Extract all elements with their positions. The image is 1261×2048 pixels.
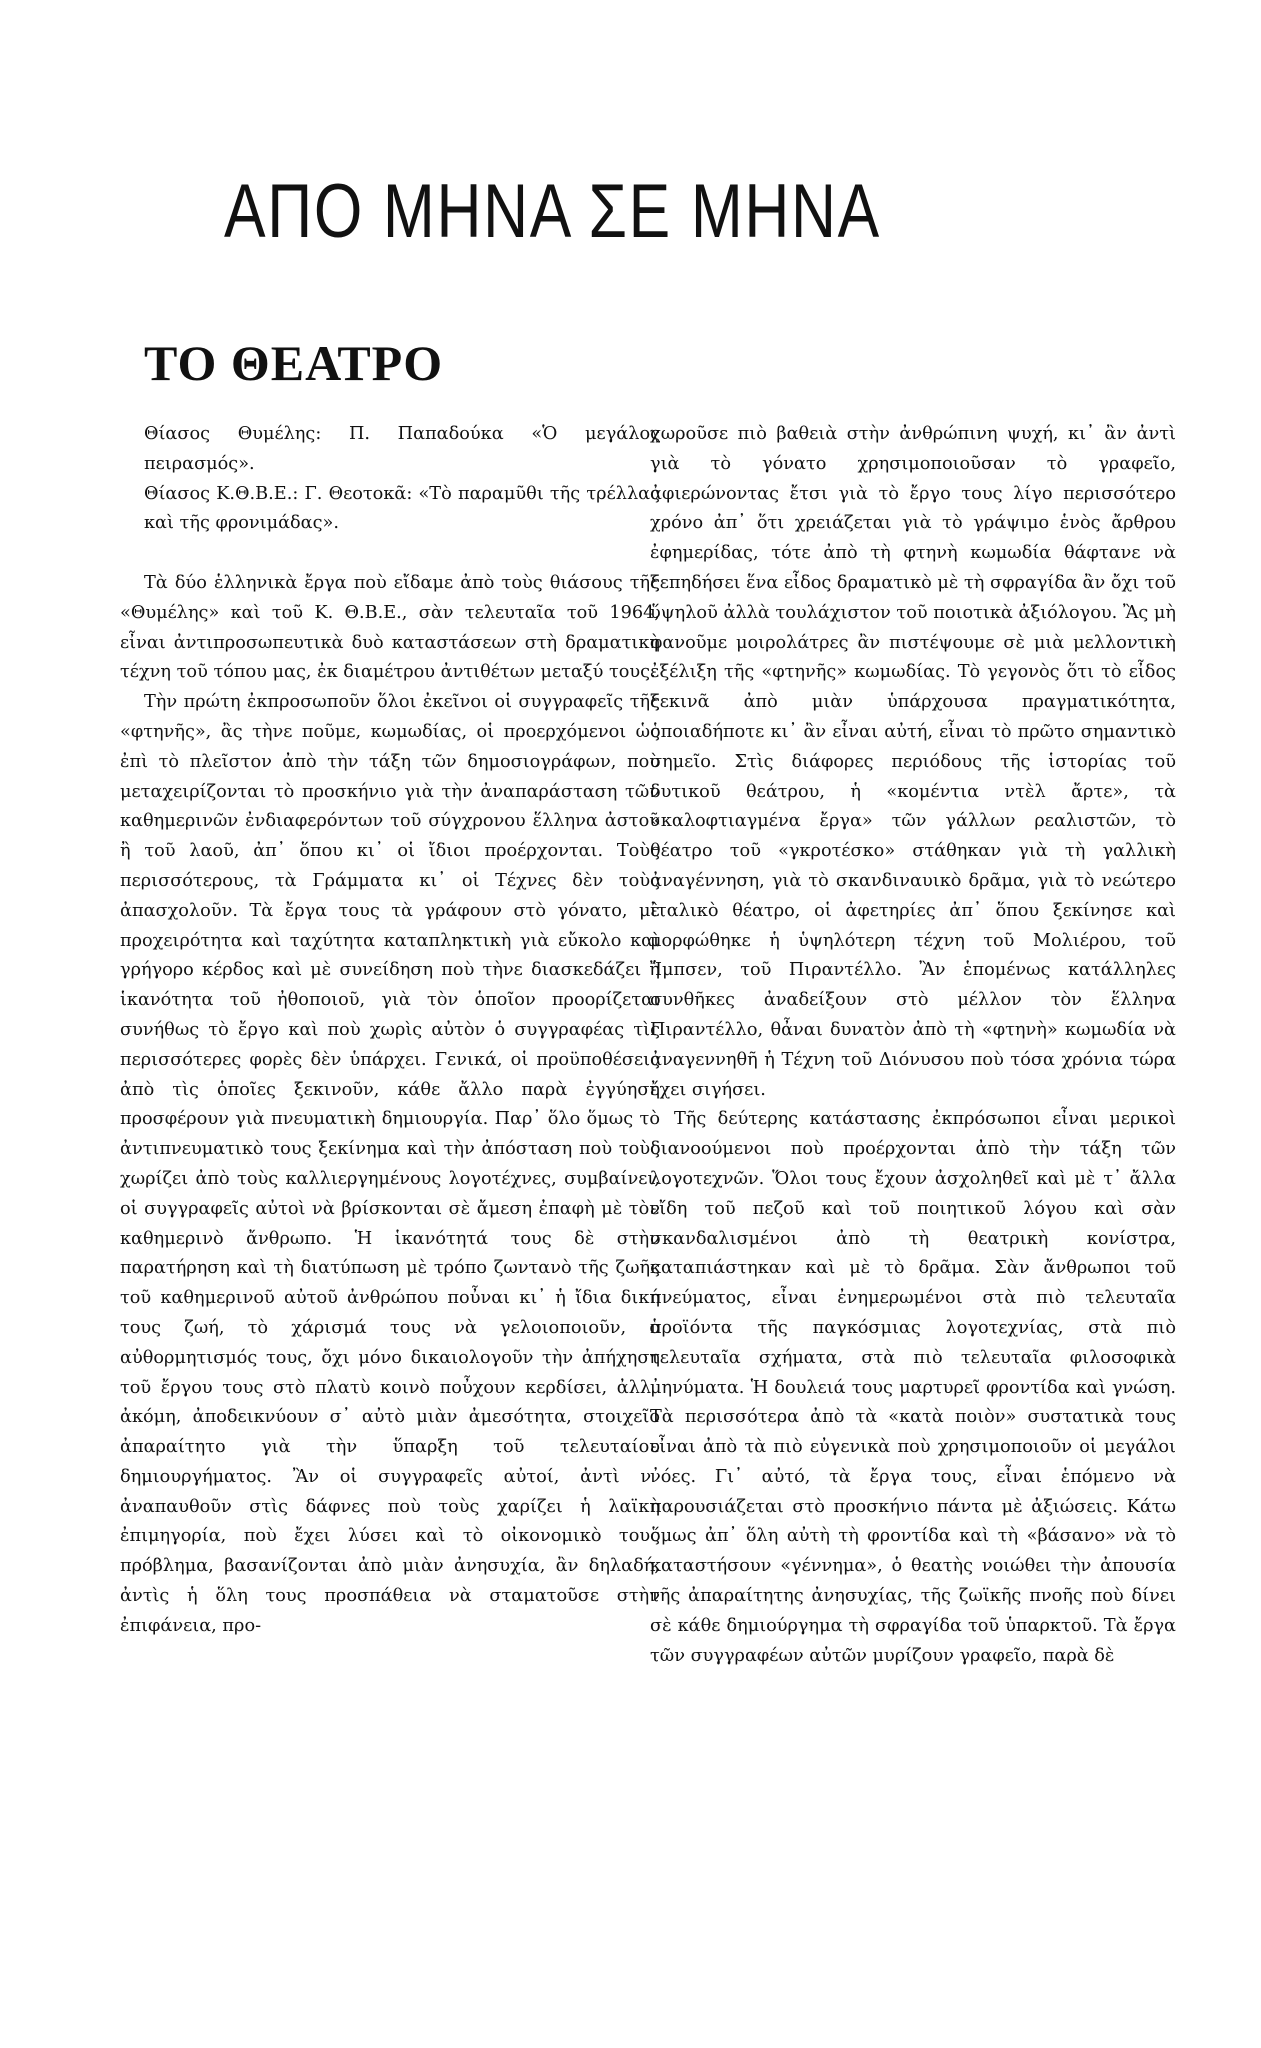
credit-line: Θίασος Κ.Θ.Β.Ε.: Γ. Θεοτοκᾶ: «Τὸ παραμῦθι τῆς τρέλλας καὶ τῆς φρονιμάδας». <box>144 483 660 534</box>
paragraph: χωροῦσε πιὸ βαθειὰ στὴν ἀνθρώπινη ψυχή, κι᾽ ἂν ἀντὶ γιὰ τὸ γόνατο χρησιμοποιοῦσαν τὸ γραφεῖο, ἀφιερώνοντας ἔτσι γιὰ τὸ ἔργο τους λίγο περισσότερο χρόνο ἀπ᾽ ὅτι χρειάζεται γιὰ τὸ γράψιμο ἑνὸς ἄρθρου ἐφημερίδας, τότε ἀπὸ τὴ φτηνὴ κωμωδία θάφτανε νὰ ξεπηδήσει ἕνα εἶδος δραματικὸ μὲ τὴ σφραγίδα ἂν ὄχι τοῦ ὕψηλοῦ ἀλλὰ τουλάχιστον τοῦ ποιοτικὰ ἀξιόλογου. Ἂς μὴ φανοῦμε μοιρολάτρες ἂν πιστέψουμε σὲ μιὰ μελλοντικὴ ἐξέλιξη τῆς «φτηνῆς» κωμωδίας. Τὸ γεγονὸς ὅτι τὸ εἶδος ξεκινᾶ ἀπὸ μιὰν ὑπάρχουσα πραγματικότητα, ὁποιαδήποτε κι᾽ ἂν εἶναι αὐτή, εἶναι τὸ πρῶτο σημαντικὸ σημεῖο. Στὶς διάφορες περιόδους τῆς ἱστορίας τοῦ δυτικοῦ θεάτρου, ἡ «κομέντια ντὲλ ἄρτε», τὰ «καλοφτιαγμένα ἔργα» τῶν γάλλων ρεαλιστῶν, τὸ θέατρο τοῦ «γκροτέσκο» στάθηκαν γιὰ τὴ γαλλικὴ ἀναγέννηση, γιὰ τὸ σκανδιναυικὸ δρᾶμα, γιὰ τὸ νεώτερο ἰταλικὸ θέατρο, οἱ ἀφετηρίες ἀπ᾽ ὅπου ξεκίνησε καὶ μορφώθηκε ἡ ὑψηλότερη τέχνη τοῦ Μολιέρου, τοῦ Ἴμπσεν, τοῦ Πιραντέλλο. Ἂν ἑπομένως κατάλληλες συνθῆκες ἀναδείξουν στὸ μέλλον τὸν ἕλληνα Πιραντέλλο, θἆναι δυνατὸν ἀπὸ τὴ «φτηνὴ» κωμωδία νὰ ἀναγεννηθῆ ἡ Τέχνη τοῦ Διόνυσου ποὺ τόσα χρόνια τώρα ἔχει σιγήσει. <box>650 424 1176 1100</box>
paragraph: Τὰ δύο ἑλληνικὰ ἔργα ποὺ εἴδαμε ἀπὸ τοὺς θιάσους τῆς «Θυμέλης» καὶ τοῦ Κ. Θ.Β.Ε., σὰν τελευταῖα τοῦ 1964, εἶναι ἀντιπροσωπευτικὰ δυὸ καταστάσεων στὴ δραματικὴ τέχνη τοῦ τόπου μας, ἐκ διαμέτρου ἀντιθέτων μεταξύ τους. <box>120 572 660 683</box>
masthead: ΑΠΟ ΜΗΝΑ ΣΕ ΜΗΝΑ <box>224 169 881 254</box>
right-column <box>650 420 1176 1671</box>
paragraph: Τῆς δεύτερης κατάστασης ἐκπρόσωποι εἶναι μερικοὶ διανοούμενοι ποὺ προέρχονται ἀπὸ τὴν τάξη τῶν λογοτεχνῶν. Ὅλοι τους ἔχουν ἀσχοληθεῖ καὶ μὲ τ᾽ ἄλλα εἴδη τοῦ πεζοῦ καὶ τοῦ ποιητικοῦ λόγου καὶ σὰν σκανδαλισμένοι ἀπὸ τὴ θεατρικὴ κονίστρα, καταπιάστηκαν καὶ μὲ τὸ δρᾶμα. Σὰν ἄνθρωποι τοῦ πνεύματος, εἶναι ἐνημερωμένοι στὰ πιὸ τελευταῖα προϊόντα τῆς παγκόσμιας λογοτεχνίας, στὰ πιὸ τελευταῖα σχήματα, στὰ πιὸ τελευταῖα φιλοσοφικὰ μηνύματα. Ἡ δουλειά τους μαρτυρεῖ φροντίδα καὶ γνώση. Τὰ περισσότερα ἀπὸ τὰ «κατὰ ποιὸν» συστατικὰ τους εἶναι ἀπὸ τὰ πιὸ εὐγενικὰ ποὺ χρησιμοποιοῦν οἱ μεγάλοι νόες. Γι᾽ αὐτό, τὰ ἔργα τους, εἶναι ἑπόμενο νὰ παρουσιάζεται στὸ προσκήνιο πάντα μὲ ἀξιώσεις. Κάτω ὅμως ἀπ᾽ ὅλη αὐτὴ τὴ φροντίδα καὶ τὴ «βάσανο» νὰ τὸ καταστήσουν «γέννημα», ὁ θεατὴς νοιώθει τὴν ἀπουσία τῆς ἀπαραίτητης ἀνησυχίας, τῆς ζωϊκῆς πνοῆς ποὺ δίνει σὲ κάθε δημιούργημα τὴ σφραγίδα τοῦ ὑπαρκτοῦ. Τὰ ἔργα τῶν συγγραφέων αὐτῶν μυρίζουν γραφεῖο, παρὰ δὲ <box>650 1109 1176 1666</box>
credit-line: Θίασος Θυμέλης: Π. Παπαδούκα «Ὁ μεγάλος πειρασμός». <box>144 424 660 474</box>
left-column <box>120 420 660 1642</box>
paragraph: Τὴν πρώτη ἐκπροσωποῦν ὅλοι ἐκεῖνοι οἱ συγγραφεῖς τῆς «φτηνῆς», ἂς τὴνε ποῦμε, κωμωδίας, οἱ προερχόμενοι ὡς ἐπὶ τὸ πλεῖστον ἀπὸ τὴν τάξη τῶν δημοσιογράφων, ποὺ μεταχειρίζονται τὸ προσκήνιο γιὰ τὴν ἀναπαράσταση τῶν καθημερινῶν ἐνδιαφερόντων τοῦ σύγχρονου ἕλληνα ἀστοῦ ἢ τοῦ λαοῦ, ἀπ᾽ ὅπου κι᾽ οἱ ἴδιοι προέρχονται. Τοὺς περισσότερους, τὰ Γράμματα κι᾽ οἱ Τέχνες δὲν τοὺς ἀπασχολοῦν. Τὰ ἔργα τους τὰ γράφουν στὸ γόνατο, μὲ προχειρότητα καὶ ταχύτητα καταπληκτικὴ γιὰ εὔκολο καὶ γρήγορο κέρδος καὶ μὲ συνείδηση ποὺ τὴνε διασκεδάζει ἡ ἱκανότητα τοῦ ἠθοποιοῦ, γιὰ τὸν ὁποῖον προορίζεται συνήθως τὸ ἔργο καὶ ποὺ χωρὶς αὐτὸν ὁ συγγραφέας τὶς περισσότερες φορὲς δὲν ὑπάρχει. Γενικά, οἱ προϋποθέσεις ἀπὸ τὶς ὁποῖες ξεκινοῦν, κάθε ἄλλο παρὰ ἐγγύηση προσφέρουν γιὰ πνευματικὴ δημιουργία. Παρ᾽ ὅλο ὅμως τὸ ἀντιπνευματικὸ τους ξεκίνημα καὶ τὴν ἀπόσταση ποὺ τοὺς χωρίζει ἀπὸ τοὺς καλλιεργημένους λογοτέχνες, συμβαίνει, οἱ συγγραφεῖς αὐτοὶ νὰ βρίσκονται σὲ ἄμεση ἐπαφὴ μὲ τὸν καθημερινὸ ἄνθρωπο. Ἡ ἱκανότητά τους δὲ στὴν παρατήρηση καὶ τὴ διατύπωση μὲ τρόπο ζωντανὸ τῆς ζωῆς τοῦ καθημερινοῦ αὐτοῦ ἀνθρώπου ποὖναι κι᾽ ἡ ἴδια δική τους ζωή, τὸ χάρισμά τους νὰ γελοιοποιοῦν, ὁ αὐθορμητισμός τους, ὄχι μόνο δικαιολογοῦν τὴν ἀπήχηση τοῦ ἔργου τους στὸ πλατὺ κοινὸ ποὖχουν κερδίσει, ἀλλ᾽ ἀκόμη, ἀποδεικνύουν σ᾽ αὐτὸ μιὰν ἀμεσότητα, στοιχεῖο ἀπαραίτητο γιὰ τὴν ὕπαρξη τοῦ τελευταίου δημιουργήματος. Ἂν οἱ συγγραφεῖς αὐτοί, ἀντὶ ν᾽ ἀναπαυθοῦν στὶς δάφνες ποὺ τοὺς χαρίζει ἡ λαϊκὴ ἐπιμηγορία, ποὺ ἔχει λύσει καὶ τὸ οἰκονομικὸ τους πρόβλημα, βασανίζονται ἀπὸ μιὰν ἀνησυχία, ἂν δηλαδή, ἀντὶς ἡ ὅλη τους προσπάθεια νὰ σταματοῦσε στὴν ἐπιφάνεια, προ- <box>120 692 660 1636</box>
section-title: ΤΟ ΘΕΑΤΡΟ <box>144 335 444 391</box>
